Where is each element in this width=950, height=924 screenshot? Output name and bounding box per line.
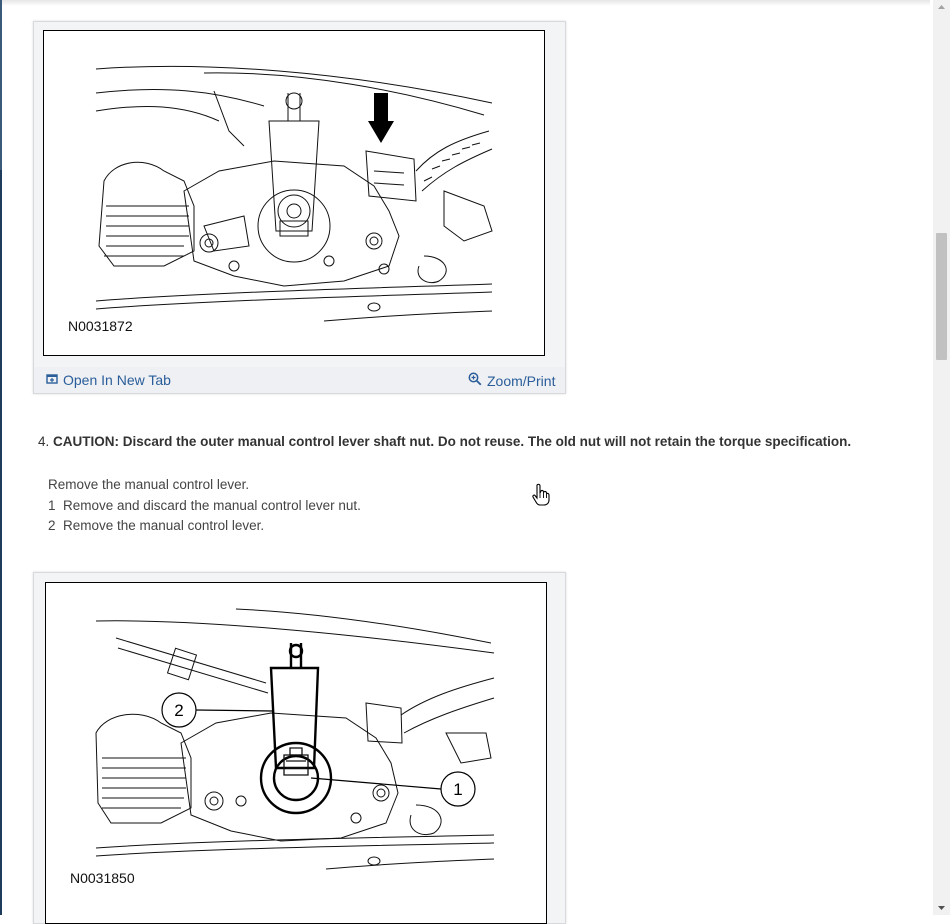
- figure-1: [33, 21, 566, 394]
- figure-2: [33, 572, 566, 924]
- caution-text: Discard the outer manual control lever shaft nut. Do not reuse. The old nut will not retain the torque specification.: [122, 434, 852, 449]
- instruction-list: [48, 475, 361, 537]
- transmission-range-sensor-illustration: [44, 31, 544, 355]
- open-in-new-tab-label: Open In New Tab: [63, 372, 171, 388]
- figure-1-code: N0031872: [68, 318, 133, 334]
- figure-2-image: [45, 582, 547, 924]
- scroll-down-arrow-icon[interactable]: [933, 901, 950, 915]
- open-in-new-tab-link[interactable]: [46, 372, 171, 388]
- top-shadow: [2, 0, 930, 6]
- scrollbar-thumb[interactable]: [936, 233, 947, 360]
- hand-pointer-icon: [531, 483, 551, 512]
- list-item-number: 1: [48, 497, 56, 513]
- figure-2-code: N0031850: [70, 870, 135, 886]
- magnifier-plus-icon: [468, 372, 482, 389]
- figure-1-toolbar: [34, 367, 565, 393]
- window-left-edge-dark: [0, 170, 2, 915]
- figure-1-image: [43, 30, 545, 356]
- list-item-text: Remove the manual control lever.: [63, 518, 265, 533]
- list-item-number: 2: [48, 518, 56, 533]
- list-item: [48, 516, 361, 537]
- zoom-print-link[interactable]: [468, 372, 555, 389]
- list-item: [48, 496, 361, 517]
- zoom-print-label: Zoom/Print: [487, 372, 556, 389]
- open-new-tab-icon: [46, 372, 58, 388]
- vertical-scrollbar[interactable]: [933, 0, 950, 915]
- step-4-caution: [38, 434, 851, 449]
- caution-label: CAUTION:: [53, 434, 120, 449]
- list-item-text: Remove and discard the manual control lever nut.: [63, 497, 361, 513]
- scroll-up-arrow-icon[interactable]: [933, 0, 950, 14]
- step-number: 4.: [38, 434, 50, 449]
- callout-1: 1: [453, 780, 463, 799]
- callout-2: 2: [174, 701, 184, 720]
- instruction-intro: Remove the manual control lever.: [48, 477, 250, 492]
